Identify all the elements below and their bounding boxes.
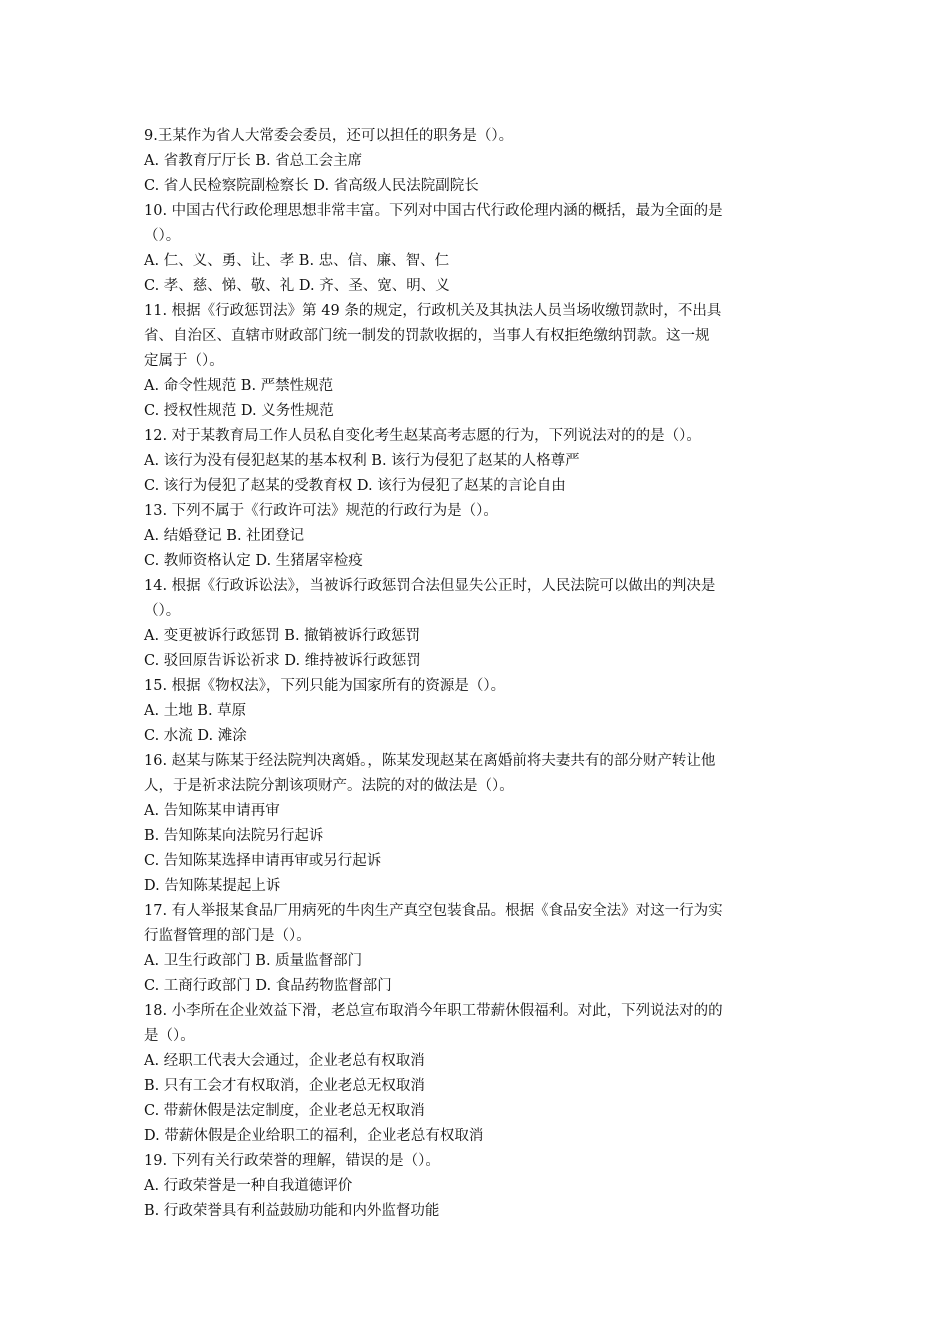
- question-17-cont: 行监督管理的部门是（）。: [144, 928, 311, 944]
- question-14-cont: （）。: [144, 603, 181, 619]
- question-11-cont-1: 省、自治区、直辖市财政部门统一制发的罚款收据的，当事人有权拒绝缴纳罚款。这一规: [144, 328, 710, 344]
- question-9: 9.王某作为省人大常委会委员，还可以担任的职务是（）。: [144, 128, 514, 144]
- document-page: [144, 124, 808, 1224]
- question-18-cont: 是（）。: [144, 1028, 195, 1044]
- question-19: 19. 下列有关行政荣誉的理解，错误的是（）。: [144, 1153, 440, 1169]
- question-18-option-b: B. 只有工会才有权取消，企业老总无权取消: [144, 1078, 425, 1094]
- question-12: 12. 对于某教育局工作人员私自变化考生赵某高考志愿的行为，下列说法对的的是（）。: [144, 428, 701, 444]
- question-10-options-cd: C. 孝、慈、悌、敬、礼 D. 齐、圣、宽、明、义: [144, 278, 450, 294]
- question-16-option-b: B. 告知陈某向法院另行起诉: [144, 828, 324, 844]
- question-14-options-ab: A. 变更被诉行政惩罚 B. 撤销被诉行政惩罚: [144, 628, 421, 644]
- question-11-options-ab: A. 命令性规范 B. 严禁性规范: [144, 378, 334, 394]
- question-15-options-ab: A. 土地 B. 草原: [144, 703, 247, 719]
- question-11-cont-2: 定属于（）。: [144, 353, 224, 369]
- question-16-option-d: D. 告知陈某提起上诉: [144, 878, 281, 894]
- question-9-options-ab: A. 省教育厅厅长 B. 省总工会主席: [144, 153, 363, 169]
- question-18: 18. 小李所在企业效益下滑，老总宣布取消今年职工带薪休假福利。对此，下列说法对的的: [144, 1003, 723, 1019]
- question-19-option-a: A. 行政荣誉是一种自我道德评价: [144, 1178, 353, 1194]
- question-10-cont: （）。: [144, 228, 181, 244]
- question-14: 14. 根据《行政诉讼法》，当被诉行政惩罚合法但显失公正时，人民法院可以做出的判决是: [144, 578, 716, 594]
- question-19-option-b: B. 行政荣誉具有利益鼓励功能和内外监督功能: [144, 1203, 440, 1219]
- question-13-options-ab: A. 结婚登记 B. 社团登记: [144, 528, 305, 544]
- question-15-options-cd: C. 水流 D. 滩涂: [144, 728, 247, 744]
- question-18-option-c: C. 带薪休假是法定制度，企业老总无权取消: [144, 1103, 425, 1119]
- question-18-option-a: A. 经职工代表大会通过，企业老总有权取消: [144, 1053, 425, 1069]
- question-10: 10. 中国古代行政伦理思想非常丰富。下列对中国古代行政伦理内涵的概括，最为全面的是: [144, 203, 723, 219]
- question-12-options-cd: C. 该行为侵犯了赵某的受教育权 D. 该行为侵犯了赵某的言论自由: [144, 478, 566, 494]
- question-13-options-cd: C. 教师资格认定 D. 生猪屠宰检疫: [144, 553, 363, 569]
- question-10-options-ab: A. 仁、义、勇、让、孝 B. 忠、信、廉、智、仁: [144, 253, 450, 269]
- question-16-cont: 人，于是祈求法院分割该项财产。法院的对的做法是（）。: [144, 778, 514, 794]
- question-16-option-a: A. 告知陈某申请再审: [144, 803, 280, 819]
- question-17: 17. 有人举报某食品厂用病死的牛肉生产真空包装食品。根据《食品安全法》对这一行为实: [144, 903, 723, 919]
- question-13: 13. 下列不属于《行政许可法》规范的行政行为是（）。: [144, 503, 498, 519]
- question-16: 16. 赵某与陈某于经法院判决离婚。，陈某发现赵某在离婚前将夫妻共有的部分财产转让他: [144, 753, 716, 769]
- question-9-options-cd: C. 省人民检察院副检察长 D. 省高级人民法院副院长: [144, 178, 479, 194]
- question-11: 11. 根据《行政惩罚法》第 49 条的规定，行政机关及其执法人员当场收缴罚款时，不出具: [144, 303, 722, 319]
- question-15: 15. 根据《物权法》，下列只能为国家所有的资源是（）。: [144, 678, 506, 694]
- question-17-options-cd: C. 工商行政部门 D. 食品药物监督部门: [144, 978, 392, 994]
- question-16-option-c: C. 告知陈某选择申请再审或另行起诉: [144, 853, 382, 869]
- question-14-options-cd: C. 驳回原告诉讼祈求 D. 维持被诉行政惩罚: [144, 653, 421, 669]
- question-18-option-d: D. 带薪休假是企业给职工的福利，企业老总有权取消: [144, 1128, 484, 1144]
- question-11-options-cd: C. 授权性规范 D. 义务性规范: [144, 403, 334, 419]
- question-12-options-ab: A. 该行为没有侵犯赵某的基本权利 B. 该行为侵犯了赵某的人格尊严: [144, 453, 580, 469]
- question-17-options-ab: A. 卫生行政部门 B. 质量监督部门: [144, 953, 363, 969]
